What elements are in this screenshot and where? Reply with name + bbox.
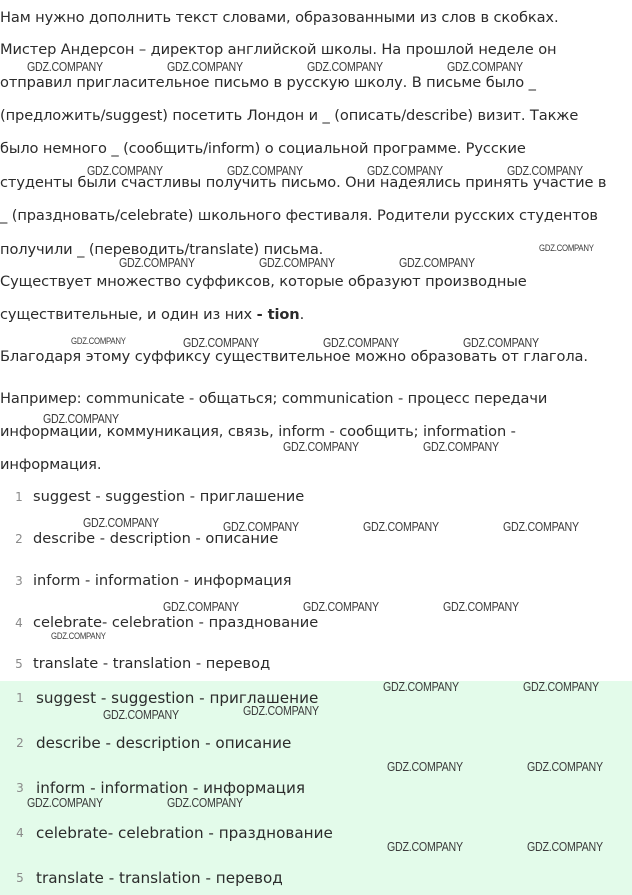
- watermark: GDZ.COMPANY: [323, 335, 399, 350]
- answer-text: celebrate- celebration - празднование: [36, 824, 333, 842]
- answer-text: inform - information - информация: [36, 779, 306, 797]
- answer-item: [0, 821, 632, 845]
- suffix-line-1: Существует множество суффиксов, которые образуют производные: [0, 273, 527, 290]
- watermark: GDZ.COMPANY: [447, 59, 523, 74]
- story-line-6: _ (праздновать/celebrate) школьного фестиваля. Родители русских студентов: [0, 207, 598, 224]
- watermark: GDZ.COMPANY: [367, 163, 443, 178]
- story-line-5: студенты были счастливы получить письмо. Они надеялись принять участие в: [0, 174, 607, 191]
- watermark: GDZ.COMPANY: [387, 759, 463, 774]
- watermark: GDZ.COMPANY: [43, 411, 119, 426]
- watermark: GDZ.COMPANY: [227, 163, 303, 178]
- task-intro: Нам нужно дополнить текст словами, образованными из слов в скобках.: [0, 9, 559, 26]
- watermark: GDZ.COMPANY: [183, 335, 259, 350]
- list-number: 4: [15, 616, 23, 630]
- watermark: GDZ.COMPANY: [463, 335, 539, 350]
- story-line-7: получили _ (переводить/translate) письма.: [0, 241, 324, 258]
- story-line-4: было немного _ (сообщить/inform) о социальной программе. Русские: [0, 140, 526, 157]
- example-line-3: информация.: [0, 456, 102, 473]
- answer-number: 3: [16, 781, 24, 795]
- watermark: GDZ.COMPANY: [539, 243, 594, 254]
- watermark: GDZ.COMPANY: [527, 759, 603, 774]
- answer-item: [0, 731, 632, 755]
- story-line-3: (предложить/suggest) посетить Лондон и _ (описать/describe) визит. Также: [0, 107, 579, 124]
- answer-number: 1: [16, 691, 24, 705]
- answer-panel: [0, 681, 632, 895]
- watermark: GDZ.COMPANY: [243, 703, 319, 718]
- list-text: inform - information - информация: [33, 572, 292, 589]
- suffix-line-2: [0, 298, 632, 331]
- watermark: GDZ.COMPANY: [71, 336, 126, 347]
- answer-number: 5: [16, 871, 24, 885]
- watermark: GDZ.COMPANY: [119, 255, 195, 270]
- watermark: GDZ.COMPANY: [303, 599, 379, 614]
- watermark: GDZ.COMPANY: [503, 519, 579, 534]
- list-text: translate - translation - перевод: [33, 655, 271, 672]
- verb-line: Благодаря этому суффиксу существительное можно образовать от глагола.: [0, 348, 588, 365]
- list-number: 1: [15, 490, 23, 504]
- watermark: GDZ.COMPANY: [223, 519, 299, 534]
- answer-text: suggest - suggestion - приглашение: [36, 689, 319, 707]
- watermark: GDZ.COMPANY: [283, 439, 359, 454]
- watermark: GDZ.COMPANY: [399, 255, 475, 270]
- story-line-1: Мистер Андерсон – директор английской школы. На прошлой неделе он: [0, 41, 557, 58]
- watermark: GDZ.COMPANY: [259, 255, 335, 270]
- watermark: GDZ.COMPANY: [27, 795, 103, 810]
- watermark: GDZ.COMPANY: [307, 59, 383, 74]
- watermark: GDZ.COMPANY: [523, 679, 599, 694]
- suffix-dot: .: [299, 306, 305, 323]
- list-number: 2: [15, 532, 23, 546]
- watermark: GDZ.COMPANY: [167, 59, 243, 74]
- watermark: GDZ.COMPANY: [387, 839, 463, 854]
- list-item: [0, 485, 632, 509]
- watermark: GDZ.COMPANY: [27, 59, 103, 74]
- answer-number: 2: [16, 736, 24, 750]
- watermark: GDZ.COMPANY: [51, 631, 106, 642]
- watermark: GDZ.COMPANY: [87, 163, 163, 178]
- list-text: celebrate- celebration - празднование: [33, 614, 319, 631]
- watermark: GDZ.COMPANY: [527, 839, 603, 854]
- watermark: GDZ.COMPANY: [423, 439, 499, 454]
- suffix-text: существительные, и один из них: [0, 306, 257, 323]
- answer-item: [0, 686, 632, 710]
- list-text: suggest - suggestion - приглашение: [33, 488, 305, 505]
- list-number: 3: [15, 574, 23, 588]
- watermark: GDZ.COMPANY: [163, 599, 239, 614]
- watermark: GDZ.COMPANY: [363, 519, 439, 534]
- list-item: [0, 527, 632, 551]
- answer-item: [0, 776, 632, 800]
- list-number: 5: [15, 657, 23, 671]
- watermark: GDZ.COMPANY: [383, 679, 459, 694]
- answer-number: 4: [16, 826, 24, 840]
- answer-text: translate - translation - перевод: [36, 869, 283, 887]
- list-item: [0, 611, 632, 635]
- list-text: describe - description - описание: [33, 530, 279, 547]
- list-item: [0, 652, 632, 676]
- list-item: [0, 569, 632, 593]
- example-line-1: Например: communicate - общаться; communication - процесс передачи: [0, 390, 548, 407]
- watermark: GDZ.COMPANY: [443, 599, 519, 614]
- suffix-tion: - tion: [256, 306, 300, 323]
- watermark: GDZ.COMPANY: [507, 163, 583, 178]
- watermark: GDZ.COMPANY: [83, 515, 159, 530]
- answer-item: [0, 866, 632, 890]
- answer-text: describe - description - описание: [36, 734, 292, 752]
- watermark: GDZ.COMPANY: [167, 795, 243, 810]
- story-line-2: отправил пригласительное письмо в русскую школу. В письме было _: [0, 74, 536, 91]
- example-line-2: информации, коммуникация, связь, inform - сообщить; information -: [0, 423, 516, 440]
- watermark: GDZ.COMPANY: [103, 707, 179, 722]
